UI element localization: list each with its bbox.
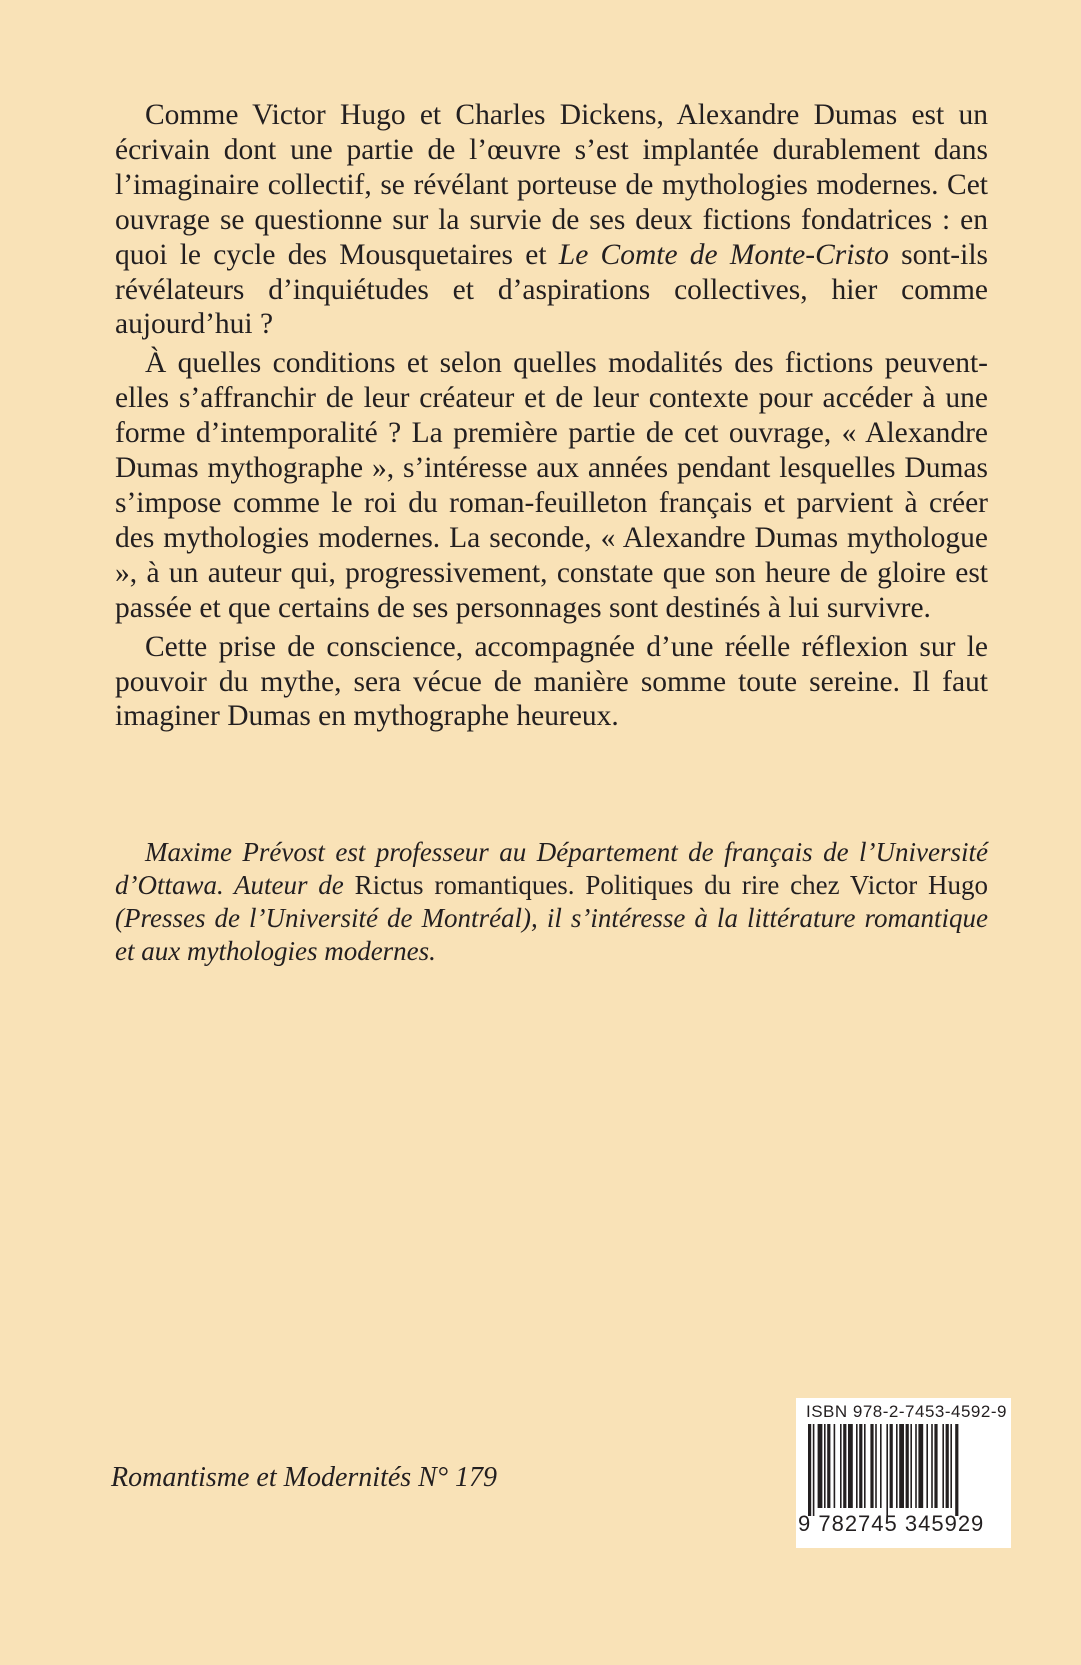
barcode-bar (886, 1424, 888, 1516)
blurb-paragraph-3: Cette prise de conscience, accompagnée d’une réelle réflexion sur le pouvoir du mythe, sera vécue de manière somme toute sereine. Il faut imaginer Dumas en mythographe heureux. (115, 630, 988, 733)
barcode-bar (934, 1424, 937, 1508)
author-bio: Maxime Prévost est professeur au Département de français de l’Université d’Ottawa. Auteur de Rictus romantiques. Politiques du rire chez Victor Hugo (Presses de l’Université de Montréal), il s’intéresse à la littérature romantique et aux mythologies modernes. (115, 837, 988, 966)
barcode-bar (827, 1424, 830, 1508)
barcode-bar (910, 1424, 912, 1508)
barcode-bar (848, 1424, 853, 1508)
barcode-bar (955, 1424, 958, 1516)
barcode-bar (918, 1424, 923, 1508)
barcode-bar (915, 1424, 917, 1508)
barcode-bar (843, 1424, 846, 1508)
blurb-title-italic: Le Comte de Monte-Cristo (558, 238, 889, 271)
barcode-bar (856, 1424, 858, 1508)
isbn-label: ISBN 978-2-7453-4592-9 (806, 1402, 1007, 1421)
barcode-bar (808, 1424, 811, 1516)
barcode-digits: 9 782745 345929 (798, 1511, 985, 1536)
blurb-paragraph-2: À quelles conditions et selon quelles modalités des fictions peuvent-elles s’affranchir de leur créateur et de leur contexte pour accéder à une forme d’intemporalité ? La première partie de cet ouvrage, « Alexandre Dumas mythographe », s’intéresse aux années pendant lesquelles Dumas s’impose comme le roi du roman-feuilleton français et parvient à créer des mythologies modernes. La seconde, « Alexandre Dumas mythologue », à un auteur qui, progressivement, constate que son heure de gloire est passée et que certains de ses personnages sont destinés à lui survivre. (115, 347, 988, 624)
barcode-bar (875, 1424, 877, 1508)
barcode-bar (840, 1424, 842, 1508)
barcode-bar (818, 1424, 823, 1508)
barcode-bar (950, 1424, 952, 1508)
barcode-bar (946, 1424, 949, 1508)
barcode-bar (890, 1424, 893, 1508)
barcode-bar (942, 1424, 944, 1508)
barcode-bar (834, 1424, 836, 1508)
isbn-barcode (796, 1398, 1011, 1548)
barcode-bar (931, 1424, 933, 1508)
blurb-paragraph-1: Comme Victor Hugo et Charles Dickens, Alexandre Dumas est un écrivain dont une partie de l’œuvre s’est implantée durablement dans l’imaginaire collectif, se révélant porteuse de mythologies modernes. Cet ouvrage se questionne sur la survie de ses deux fictions fondatrices : en quoi le cycle des Mousquetaires et Le Comte de Monte-Cristo sont-ils révélateurs d’inquiétudes et d’aspirations collectives, hier comme aujourd’hui ? (115, 99, 988, 341)
series-label: Romantisme et Modernités N° 179 (111, 1462, 498, 1493)
barcode-bar (899, 1424, 904, 1508)
barcode-bar (824, 1424, 826, 1508)
barcode-bar (926, 1424, 928, 1508)
barcode-bar (906, 1424, 909, 1508)
barcode-bar (859, 1424, 862, 1508)
barcode-bars (808, 1424, 1002, 1516)
barcode-bar (896, 1424, 898, 1508)
barcode-bar (870, 1424, 873, 1508)
barcode-bar (813, 1424, 815, 1516)
barcode-bar (880, 1424, 882, 1508)
back-cover-blurb (115, 98, 988, 734)
barcode-bar (864, 1424, 866, 1508)
